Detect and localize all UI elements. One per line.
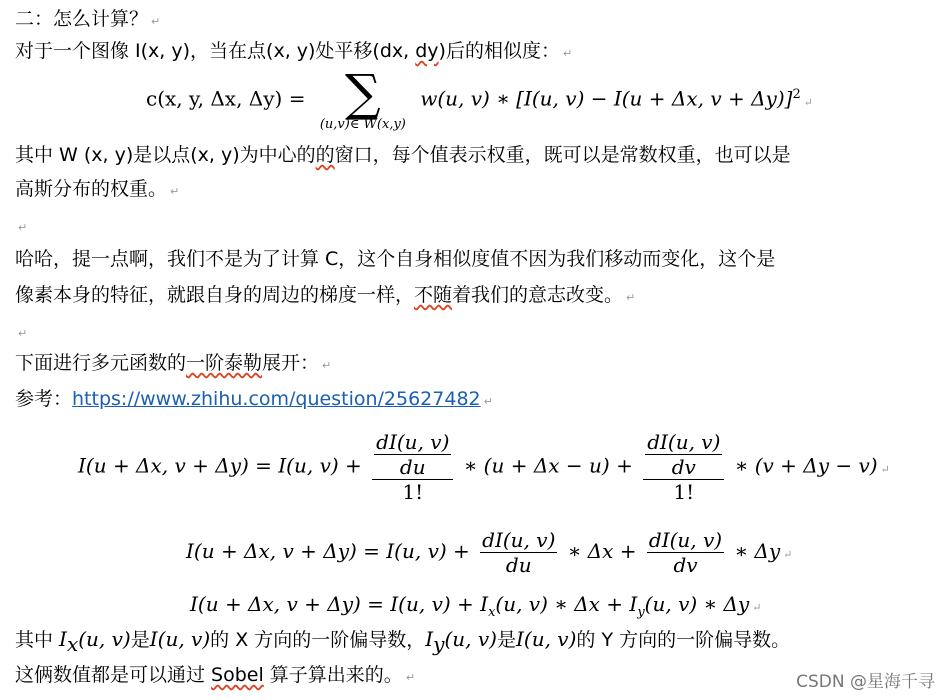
intro-paragraph: 对于一个图像 I(x, y)，当在点(x, y)处平移(dx, dy)后的相似度： ↵ bbox=[15, 40, 573, 62]
taylor-intro: 下面进行多元函数的一阶泰勒展开： ↵ bbox=[15, 352, 332, 374]
section-heading: 二：怎么计算？ ↵ bbox=[15, 8, 161, 30]
partial-derivative-description: 其中 $I_x(u$, v)是I(u, v)的 X 方向的一阶偏导数，$I_y(u$, v)是I(u, v)的 Y 方向的一阶偏导数。 bbox=[15, 627, 791, 656]
window-description-line1: 其中 W (x, y)是以点(x, y)为中心的的窗口，每个值表示权重，既可以是常数权重，也可以是 bbox=[15, 144, 791, 166]
csdn-watermark: CSDN @星海千寻 bbox=[796, 672, 935, 692]
sobel-note: 这俩数值都是可以通过 Sobel 算子算出来的。 ↵ bbox=[15, 664, 416, 686]
gradient-equation: I(u + Δx, v + Δy) = I(u, $v) + I_x(u$, v) ∗ $\Delta x + I_y(u$, v) ∗ Δy ↵ bbox=[190, 592, 762, 620]
reference-line: 参考：https://www.zhihu.com/question/25627482 ↵ bbox=[15, 388, 493, 410]
empty-line: ↵ bbox=[18, 327, 28, 340]
empty-line: ↵ bbox=[18, 221, 28, 234]
simplified-equation: I(u + Δx, v + Δy) = I(u, v) + $\frac{dI(u, v)}{du}$ ∗ Δx + $\frac{dI(u, v)}{dv}$ ∗ Δy ↵ bbox=[186, 528, 793, 577]
reference-link[interactable]: https://www.zhihu.com/question/25627482 bbox=[72, 388, 481, 410]
taylor-expansion-equation: I(u + Δx, v + Δy) = I(u, v) + $\frac{\frac{dI(u, v)}{du}}{1!}$ ∗ (u + Δx − u) + $\frac{\frac{dI(u, v)}{dv}}{1!}$ ∗ (v + Δy − v) ↵ bbox=[78, 430, 890, 504]
similarity-equation: c(x, y, Δx, Δy) = ∑ (u,v)∈ W(x,y) w(u, v) ∗ [I(u, v) − I(u + Δx, v + Δy)]$^2$↵ bbox=[146, 64, 813, 132]
fraction-dv: $\frac{dI(u, v)}{dv}$ bbox=[648, 528, 723, 577]
note-paragraph-line1: 哈哈，提一点啊，我们不是为了计算 C，这个自身相似度值不因为我们移动而变化，这个是 bbox=[15, 248, 776, 270]
note-paragraph-line2: 像素本身的特征，就跟自身的周边的梯度一样，不随着我们的意志改变。 ↵ bbox=[15, 284, 636, 306]
fraction-du: $\frac{\frac{dI(u, v)}{du}}{1!}$ bbox=[372, 430, 453, 504]
fraction-dv: $\frac{\frac{dI(u, v)}{dv}}{1!}$ bbox=[643, 430, 724, 504]
fraction-du: $\frac{dI(u, v)}{du}$ bbox=[482, 528, 556, 577]
summation-symbol: ∑ (u,v)∈ W(x,y) bbox=[319, 64, 406, 132]
window-description-line2: 高斯分布的权重。 ↵ bbox=[15, 178, 180, 200]
